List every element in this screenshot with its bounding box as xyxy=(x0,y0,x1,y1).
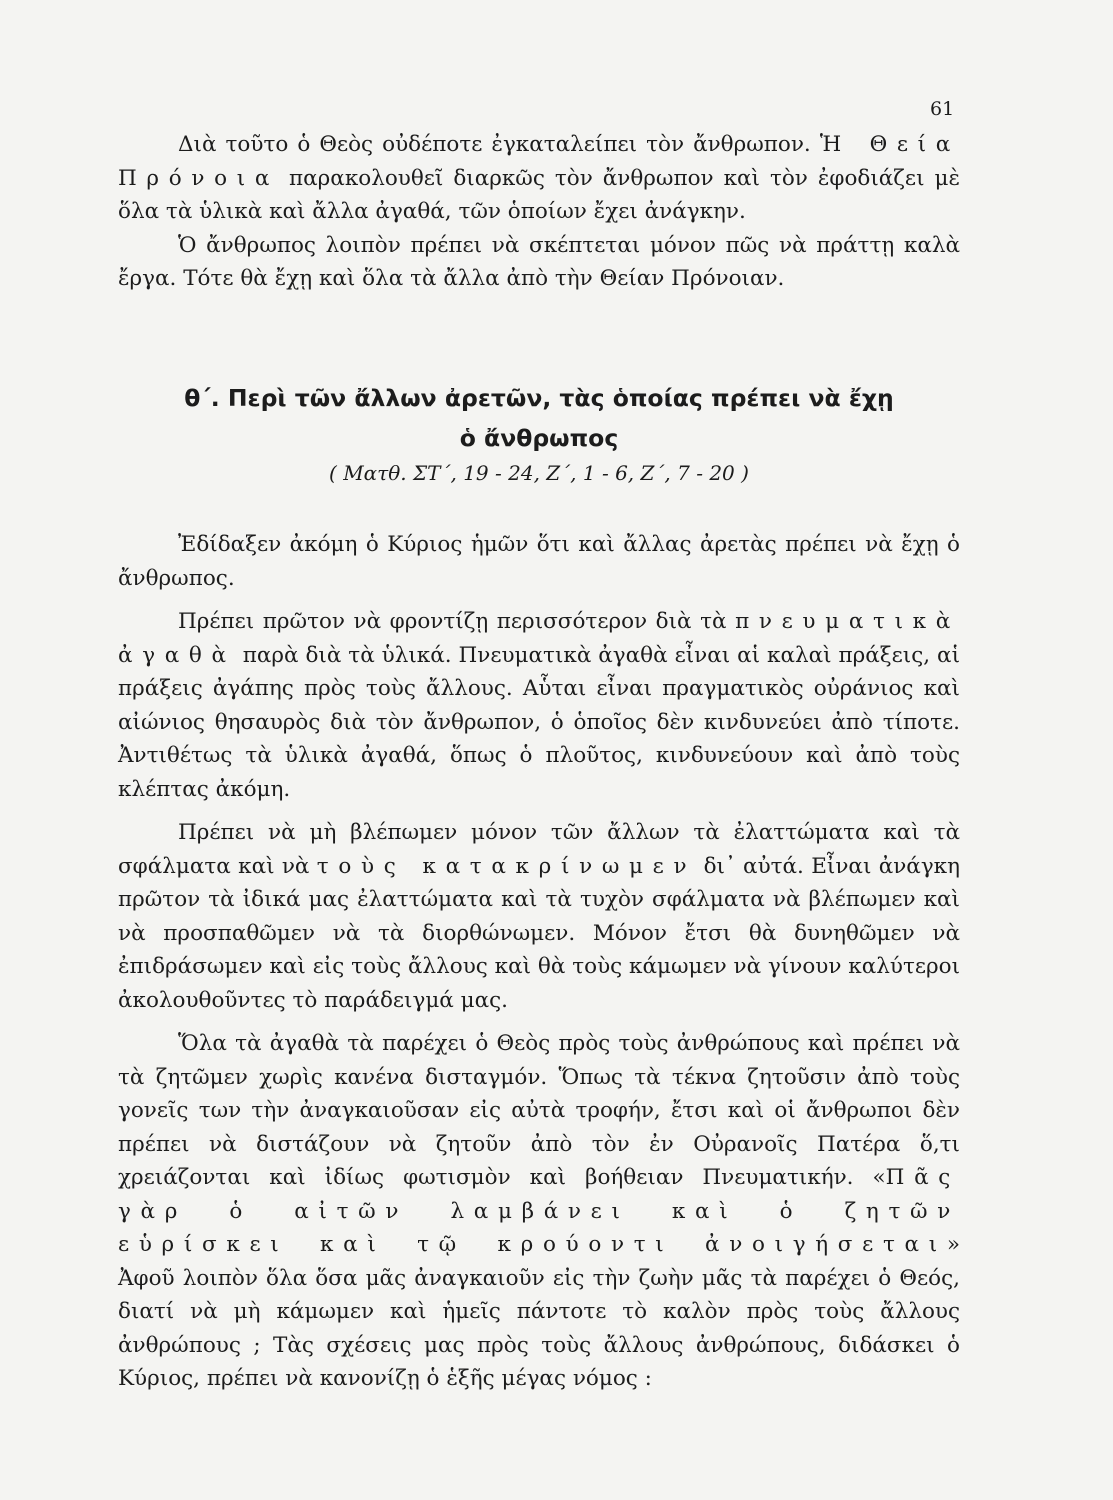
emphasized-text: Ἡ Θεία Πρόνοια xyxy=(118,132,960,191)
text-run: δι᾿ αὐτά. Εἶναι ἀνάγκη πρῶτον τὰ ἰδικά μας ἐλαττώματα καὶ τὰ τυχὸν σφάλματα νὰ βλέπωμεν καὶ νὰ προσπαθῶμεν νὰ τὰ διορθώνωμεν. Μόνον ἔτσι θὰ δυνηθῶμεν νὰ ἐπιδράσωμεν καὶ εἰς τοὺς ἄλλους καὶ θὰ τοὺς κάμωμεν νὰ γίνουν καλύτεροι ἀκολουθοῦντες τὸ παράδειγμά μας. xyxy=(118,853,960,1013)
text-run: Πρέπει πρῶτον νὰ φροντίζῃ περισσότερον διὰ τὰ xyxy=(178,609,736,634)
text-run: Ὅλα τὰ ἀγαθὰ τὰ παρέχει ὁ Θεὸς πρὸς τοὺς ἀνθρώπους καὶ πρέπει νὰ τὰ ζητῶμεν χωρὶς κανένα δισταγμόν. Ὅπως τὰ τέκνα ζητοῦσιν ἀπὸ τοὺς γονεῖς των τὴν ἀναγκαιοῦσαν εἰς αὐτὰ τροφήν, ἔτσι καὶ οἱ ἄνθρωποι δὲν πρέπει νὰ διστάζουν νὰ ζητοῦν ἀπὸ τὸν ἐν Οὐρανοῖς Πατέρα ὅ,τι χρειάζονται καὶ ἰδίως φωτισμὸν καὶ βοήθειαν Πνευματικήν. « xyxy=(118,1031,960,1190)
paragraph: Ἐδίδαξεν ἀκόμη ὁ Κύριος ἡμῶν ὅτι καὶ ἄλλας ἀρετὰς πρέπει νὰ ἔχῃ ὁ ἄνθρωπος. xyxy=(118,532,960,591)
section-heading xyxy=(118,378,960,458)
scripture-reference: ( Ματθ. ΣΤ΄, 19 - 24, Ζ΄, 1 - 6, Ζ΄, 7 - 20 ) xyxy=(329,461,749,485)
text-run: παρακολουθεῖ διαρκῶς τὸν ἄνθρωπον καὶ τὸν ἐφοδιάζει μὲ ὅλα τὰ ὑλικὰ καὶ ἄλλα ἀγαθά, τῶν ὁποίων ἔχει ἀνάγκην. xyxy=(118,165,960,224)
emphasized-text: Πᾶς γὰρ ὁ αἰτῶν λαμβάνει καὶ ὁ ζητῶν εὑρίσκει καὶ τῷ κρούοντι ἀνοιγήσεται xyxy=(118,1165,960,1257)
page-number: 61 xyxy=(930,98,955,120)
heading-line: θ΄. Περὶ τῶν ἄλλων ἀρετῶν, τὰς ὁποίας πρέπει νὰ ἔχῃ xyxy=(184,384,894,412)
text-run: Διὰ τοῦτο ὁ Θεὸς οὐδέποτε ἐγκαταλείπει τὸν ἄνθρωπον. xyxy=(178,132,820,157)
opening-section xyxy=(118,128,960,296)
emphasized-text: πνευματικὰ ἀγαθὰ xyxy=(118,609,960,668)
paragraph xyxy=(118,605,960,806)
emphasized-text: τοὺς κατακρίνωμεν xyxy=(316,853,697,879)
text-run: » Ἀφοῦ λοιπὸν ὅλα ὅσα μᾶς ἀναγκαιοῦν εἰς τὴν ζωὴν μᾶς τὰ παρέχει ὁ Θεός, διατί νὰ μὴ κάμωμεν καὶ ἡμεῖς πάντοτε τὸ καλὸν πρὸς τοὺς ἄλλους ἀνθρώπους ; Τὰς σχέσεις μας πρὸς τοὺς ἄλλους ἀνθρώπους, διδάσκει ὁ Κύριος, πρέπει νὰ κανονίζῃ ὁ ἑξῆς μέγας νόμος : xyxy=(118,1232,960,1391)
paragraph: Ὁ ἄνθρωπος λοιπὸν πρέπει νὰ σκέπτεται μόνον πῶς νὰ πράττῃ καλὰ ἔργα. Τότε θὰ ἔχῃ καὶ ὅλα τὰ ἄλλα ἀπὸ τὴν Θείαν Πρόνοιαν. xyxy=(118,232,960,291)
text-run: παρὰ διὰ τὰ ὑλικά. Πνευματικὰ ἀγαθὰ εἶναι αἱ καλαὶ πράξεις, αἱ πράξεις ἀγάπης πρὸς τοὺς ἄλλους. Αὗται εἶναι πραγματικὸς οὐράνιος καὶ αἰώνιος θησαυρὸς διὰ τὸν ἄνθρωπον, ὁ ὁποῖος δὲν κινδυνεύει ἀπὸ τίποτε. Ἀντιθέτως τὰ ὑλικὰ ἀγαθά, ὅπως ὁ πλοῦτος, κινδυνεύουν καὶ ἀπὸ τοὺς κλέπτας ἀκόμη. xyxy=(118,642,960,802)
paragraph xyxy=(118,816,960,1017)
heading-line: ὁ ἄνθρωπος xyxy=(459,424,619,452)
paragraph xyxy=(118,1027,960,1396)
text-run: Πρέπει νὰ μὴ βλέπωμεν μόνον τῶν ἄλλων τὰ ἐλαττώματα καὶ τὰ σφάλματα καὶ νὰ xyxy=(118,820,960,879)
paragraph xyxy=(118,128,960,229)
main-section xyxy=(118,528,960,1406)
